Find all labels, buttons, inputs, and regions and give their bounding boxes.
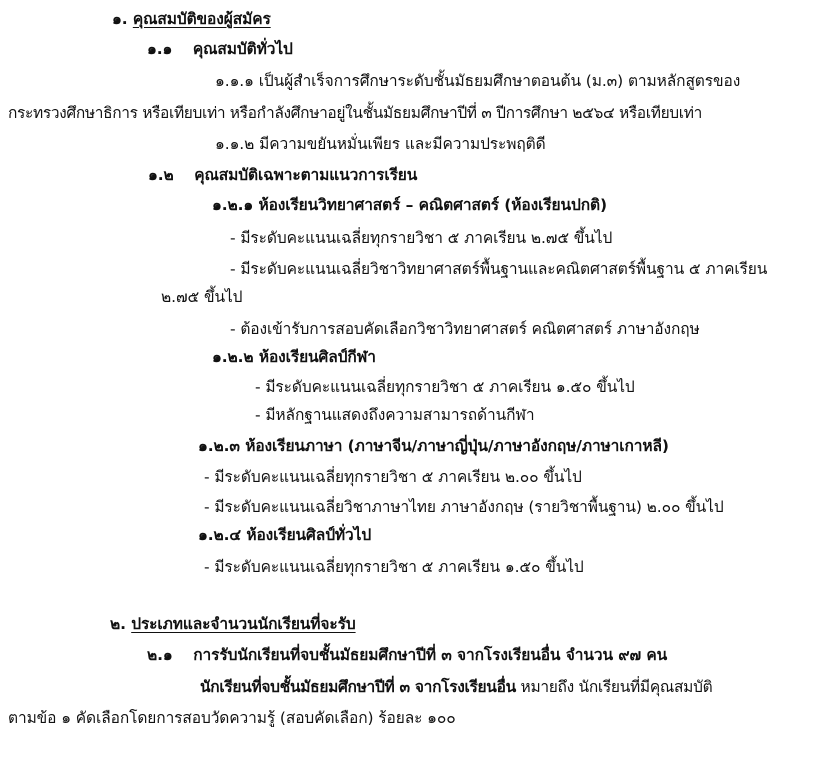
bullet-item: - มีระดับคะแนนเฉลี่ยทุกรายวิชา ๕ ภาคเรียน ๑.๕๐ ขึ้นไป — [255, 378, 635, 396]
bullet-item: - มีระดับคะแนนเฉลี่ยทุกรายวิชา ๕ ภาคเรียน ๒.๗๕ ขึ้นไป — [230, 229, 613, 247]
subsection-title: คุณสมบัติทั่วไป — [192, 40, 293, 58]
bullet-item: - มีระดับคะแนนเฉลี่ยวิชาวิทยาศาสตร์พื้นฐานและคณิตศาสตร์พื้นฐาน ๕ ภาคเรียน — [230, 260, 768, 278]
paragraph-line: ๑.๑.๑ เป็นผู้สำเร็จการศึกษาระดับชั้นมัธยมศึกษาตอนต้น (ม.๓) ตามหลักสูตรของ — [215, 72, 741, 90]
section-1-heading — [112, 8, 271, 30]
subsection-1-2-heading — [148, 164, 417, 186]
bullet-item: - มีหลักฐานแสดงถึงความสามารถด้านกีฬา — [255, 406, 535, 424]
bullet-item: - มีระดับคะแนนเฉลี่ยทุกรายวิชา ๕ ภาคเรียน ๑.๕๐ ขึ้นไป — [204, 558, 584, 576]
subsection-number: ๑.๒ — [148, 166, 174, 184]
section-number: ๑. — [112, 10, 128, 28]
bullet-item: - ต้องเข้ารับการสอบคัดเลือกวิชาวิทยาศาสตร์ คณิตศาสตร์ ภาษาอังกฤษ — [230, 320, 700, 338]
paragraph-line: ตามข้อ ๑ คัดเลือกโดยการสอบวัดความรู้ (สอบคัดเลือก) ร้อยละ ๑๐๐ — [8, 709, 456, 727]
subsection-number: ๑.๑ — [147, 40, 173, 58]
paragraph-line — [200, 676, 712, 698]
subsection-number: ๒.๑ — [147, 646, 173, 664]
paragraph-line: ๑.๑.๒ มีความขยันหมั่นเพียร และมีความประพฤติดี — [215, 135, 546, 153]
track-heading: ๑.๒.๔ ห้องเรียนศิลป์ทั่วไป — [198, 526, 372, 544]
section-number: ๒. — [110, 615, 126, 633]
subsection-2-1-heading — [147, 644, 667, 666]
section-title: ประเภทและจำนวนนักเรียนที่จะรับ — [131, 615, 356, 633]
subsection-title: คุณสมบัติเฉพาะตามแนวการเรียน — [194, 166, 418, 184]
definition-text: หมายถึง นักเรียนที่มีคุณสมบัติ — [515, 678, 713, 696]
bullet-item: - มีระดับคะแนนเฉลี่ยวิชาภาษาไทย ภาษาอังกฤษ (รายวิชาพื้นฐาน) ๒.๐๐ ขึ้นไป — [204, 498, 724, 516]
track-heading: ๑.๒.๑ ห้องเรียนวิทยาศาสตร์ – คณิตศาสตร์ (ห้องเรียนปกติ) — [212, 196, 607, 214]
bullet-item: - มีระดับคะแนนเฉลี่ยทุกรายวิชา ๕ ภาคเรียน ๒.๐๐ ขึ้นไป — [204, 468, 582, 486]
subsection-text: การรับนักเรียนที่จบชั้นมัธยมศึกษาปีที่ ๓ จากโรงเรียนอื่น จำนวน ๙๗ คน — [193, 646, 668, 664]
track-heading: ๑.๒.๓ ห้องเรียนภาษา (ภาษาจีน/ภาษาญี่ปุ่น/ภาษาอังกฤษ/ภาษาเกาหลี) — [198, 437, 669, 455]
section-2-heading — [110, 613, 356, 635]
defined-term: นักเรียนที่จบชั้นมัธยมศึกษาปีที่ ๓ จากโรงเรียนอื่น — [200, 678, 516, 696]
subsection-1-1-heading — [147, 38, 293, 60]
track-heading: ๑.๒.๒ ห้องเรียนศิลป์กีฬา — [212, 348, 376, 366]
bullet-item-continuation: ๒.๗๕ ขึ้นไป — [161, 288, 243, 306]
section-title: คุณสมบัติของผู้สมัคร — [132, 10, 271, 28]
paragraph-line: กระทรวงศึกษาธิการ หรือเทียบเท่า หรือกำลังศึกษาอยู่ในชั้นมัธยมศึกษาปีที่ ๓ ปีการศึกษา ๒๕๖๔ หรือเทียบเท่า — [8, 104, 702, 122]
